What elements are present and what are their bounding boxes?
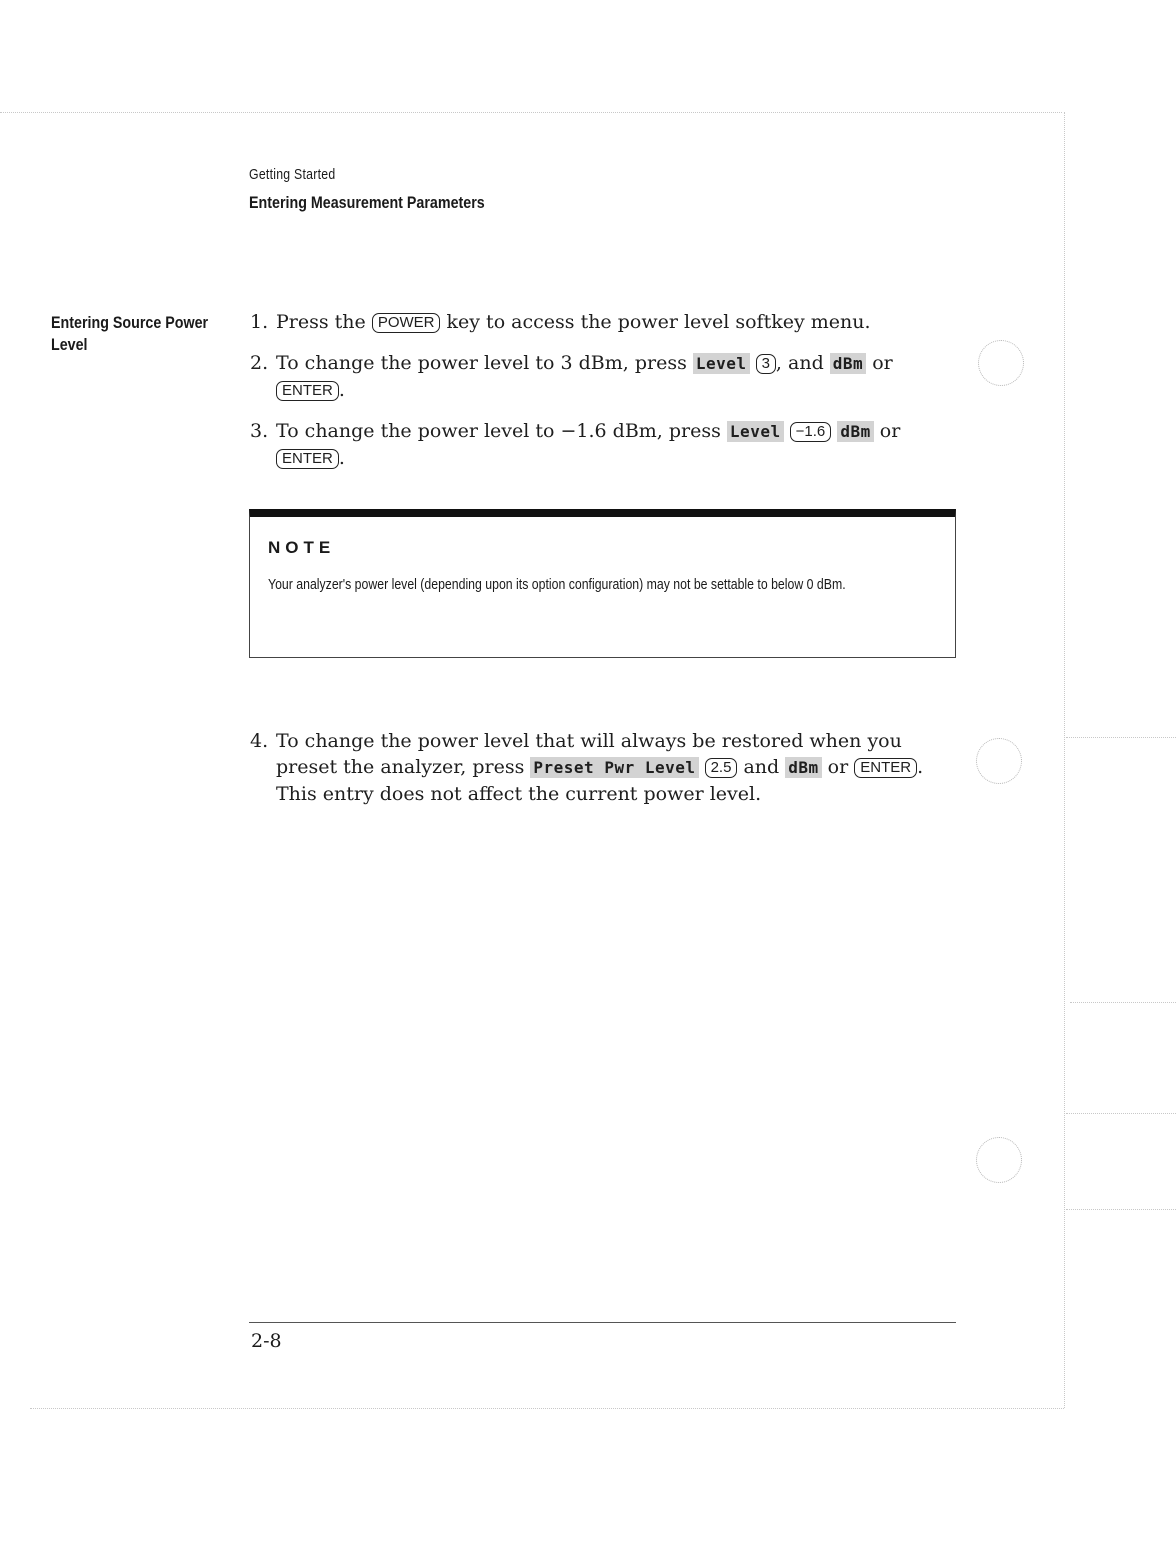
step-3 xyxy=(250,418,940,471)
step-text: To change the power level to 3 dBm, press xyxy=(276,352,693,374)
step-text: and xyxy=(737,756,786,778)
punch-hole xyxy=(976,1137,1022,1183)
level-softkey: Level xyxy=(693,353,750,374)
page-border-right xyxy=(1064,112,1065,1408)
step-text: or xyxy=(866,352,893,374)
power-hardkey: POWER xyxy=(372,313,441,333)
step-number: 1. xyxy=(250,311,269,333)
step-text: key to access the power level softkey menu. xyxy=(440,311,871,333)
step-text: . xyxy=(338,379,345,401)
step-number: 2. xyxy=(250,352,269,374)
page-border-top xyxy=(0,112,1062,113)
step-text: To change the power level to −1.6 dBm, press xyxy=(276,420,727,442)
dbm-softkey: dBm xyxy=(785,757,821,778)
step-2 xyxy=(250,350,940,403)
footer-rule xyxy=(249,1322,956,1323)
value-key: −1.6 xyxy=(790,422,832,442)
step-number: 4. xyxy=(250,730,269,752)
step-text: To change the power level that will always be restored when you preset the analyzer, press xyxy=(276,730,902,778)
step-text: or xyxy=(821,756,855,778)
level-softkey: Level xyxy=(727,421,784,442)
step-text: Press the xyxy=(276,311,372,333)
margin-dots xyxy=(1066,1209,1176,1210)
enter-key: ENTER xyxy=(276,381,339,401)
dbm-softkey: dBm xyxy=(837,421,873,442)
step-number: 3. xyxy=(250,420,269,442)
section-title: Getting Started xyxy=(249,166,336,183)
note-title: NOTE xyxy=(268,538,336,557)
step-1 xyxy=(250,309,940,335)
punch-hole xyxy=(978,340,1024,386)
margin-dots xyxy=(1066,737,1176,738)
side-heading: Entering Source Power Level xyxy=(51,313,209,354)
value-key: 2.5 xyxy=(705,758,738,778)
dbm-softkey: dBm xyxy=(830,353,866,374)
digit-3-key: 3 xyxy=(756,354,776,374)
punch-hole xyxy=(976,738,1022,784)
enter-key: ENTER xyxy=(854,758,917,778)
step-4 xyxy=(250,728,940,807)
note-text: Your analyzer's power level (depending upon its option configuration) may not be settable to below 0 dBm. xyxy=(268,576,846,593)
margin-dots xyxy=(1066,1113,1176,1114)
page-title: Entering Measurement Parameters xyxy=(249,193,485,212)
page-border-bottom xyxy=(30,1408,1064,1409)
step-text: . This entry does not affect the current power level. xyxy=(276,756,924,805)
enter-key: ENTER xyxy=(276,449,339,469)
margin-dots xyxy=(1070,1002,1176,1003)
step-text: , and xyxy=(775,352,830,374)
step-text: . xyxy=(338,447,345,469)
preset-pwr-level-softkey: Preset Pwr Level xyxy=(530,757,698,778)
page-number: 2-8 xyxy=(251,1330,282,1352)
step-text: or xyxy=(873,420,901,442)
